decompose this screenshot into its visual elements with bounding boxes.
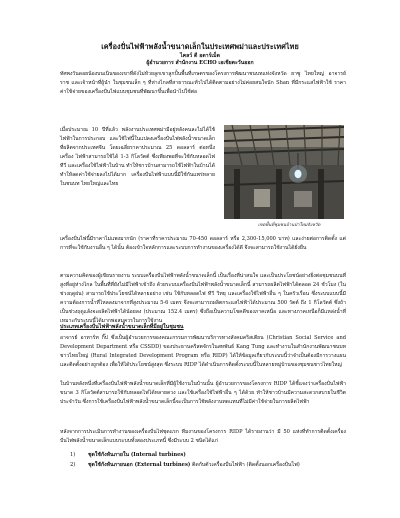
list-item	[70, 460, 300, 470]
household-paragraph: ในบ้านหลังหนึ่งที่เครื่องปั่นไฟฟ้าพลังน้ำขนาดเล็กที่มีผู้ใช้งานในบ้านนั้น ผู้อำนวยการของโครงการ RIDP ได้ชี้แจงว่าเครื่องปั่นไฟฟ้าขนาด 3 กิโลวัตต์สามารถใช้กับหลอดไฟได้หลายดวง และใช้เครื่องใช้ไฟฟ้าอื่น ๆ ได้ด้วย ทำให้ชาวบ้านมีความสะดวกสบายในชีวิตประจำวัน ซึ่งการใช้เครื่องปั่นไฟฟ้าพลังน้ำขนาดเล็กนี้จะเป็นการใช้พลังงานทดแทนที่ไม่มีค่าใช้จ่ายในการผลิตไฟฟ้า	[60, 381, 346, 405]
turbine-type-list	[70, 450, 300, 470]
cost-paragraph: เครื่องปั่นไฟนี้มีราคาไม่แพงมากนัก (ราคาที่ราคาประมาณ 70-450 ดอลลาร์ หรือ 2,300-15,000 บาท) และง่ายต่อการติดตั้ง แต่การที่จะใช้กับงานอื่น ๆ ได้นั้น ต้องเข้าใจหลักการและระบบการทำงานของเครื่องได้ดี จึงจะสามารถใช้งานได้ยั่งยืน	[60, 236, 346, 251]
section-heading: ประเภทเครื่องปั่นไฟฟ้าพลังน้ำขนาดเล็กที่มีอยู่ในชุมชน	[60, 324, 184, 330]
program-paragraph: อาจารย์ อาทาร์ท กิ๊ป ซึ่งเป็นผู้อำนวยการของคณะกรรมการพัฒนาบริการทางสังคมคริสเตียน (Christian Social Service and Development Department หรือ CSSDD) ของประธานคริสตจักรในสหพันธ์ Kang Tung และทำงานในสำนักงานพัฒนาชนบทชาวไทยใหญ่ (Rural Integrated Development Program หรือ RIDP) ได้ให้ข้อมูลเกี่ยวกับระบบนี้ว่าจำเป็นต้องมีการวางแผนและติดตั้งอย่างถูกต้อง เพื่อให้ได้ประโยชน์สูงสุด ซึ่งระบบ RIDP ได้ดำเนินการติดตั้งระบบนี้ในหลายหมู่บ้านของชุมชนชาวไทยใหญ่	[60, 335, 346, 368]
photo-caption: เขตพื้นที่ชุมชนบ้านป่าใหม่จังหวัด	[258, 223, 321, 228]
house-interior-photo	[224, 125, 344, 219]
background-paragraph: เมื่อประมาณ 10 ปีที่แล้ว พลังงานประเทศพม่ามีอยู่หลังคนละไม่ได้ใช้ไฟฟ้าในการประกอบ และใช้ไฟนี้ในแปลงเครื่องปั่นไฟพลังน้ำขนาดเล็กที่ผลิตจากประเทศจีน โดยเฉลี่ยราคาประมาณ 25 ดอลลาร์ ต่อหนึ่งเครื่อง ไฟฟ้าสามารถใช้ได้ 1-3 กิโลวัตต์ ซึ่งเพียงพอที่จะใช้กับหลอดไฟ ทีวี และเครื่องใช้ไฟฟ้าในบ้าน ทำให้ชาวบ้านสามารถใช้ไฟฟ้าในบ้านได้ ทำให้ลดค่าใช้จ่ายลงไปได้มาก เครื่องปั่นไฟฟ้าแบบนี้มีใช้กันแพร่หลายในชนบท ไทยใหญ่และไทย	[60, 127, 215, 187]
intro-paragraph: ทัศพงวันดอยน้องบนเนินของเขาที่ดังไม่ห้วยลูกเขาลูกปั้นพื้นที่เกษตรของโครงการพัฒนาชนบทแห่งจังหวัด ยาซู ไทยใหญ่ อาจารย์ราช และเจ้าหน้าที่ผู้นำ ในชุมชนเล็ก ๆ ที่ห่างไกลที่สาธารณะทั่วไปได้ติดตามอย่างไม่ค่อยสนใจนัก Shan ที่มีกระแสไฟฟ้าใช้ ราคาค่าใช้จ่ายของเครื่องปั่นไฟแบบชุมชนที่พัฒนาขึ้นเพื่อนำไปใช้ต่อ	[60, 71, 346, 95]
list-item	[70, 450, 300, 460]
benefits-paragraph: ตามความคิดของผู้เขียนรายงาน ระบบเครื่องปั่นไฟฟ้าพลังน้ำขนาดเล็กนี้ เป็นเรื่องที่น่าสนใจ และเป็นประโยชน์อย่างยิ่งต่อชุมชนบนที่สูงที่อยู่ห่างไกล ในพื้นที่ที่ยังไม่มีไฟฟ้าเข้าถึง ด้วยระบบเครื่องปั่นไฟฟ้าพลังน้ำขนาดเล็กนี้ สามารถผลิตไฟฟ้าได้ตลอด 24 ชั่วโมง (ในช่วงฤดูฝน) สามารถใช้ประโยชน์ได้หลายอย่าง เช่น ใช้กับหลอดไฟ ทีวี วิทยุ และเครื่องใช้ไฟฟ้าอื่น ๆ ในครัวเรือน ซึ่งระบบแบบนี้มีความต้องการน้ำที่ไหลลงมาจากที่สูงประมาณ 5-6 เมตร จึงจะสามารถผลิตกระแสไฟฟ้าได้ประมาณ 500 วัตต์ ถึง 1 กิโลวัตต์ ซึ่งถ้าเป็นช่วงฤดูแล้งจะผลิตไฟฟ้าได้น้อยลง (ประมาณ 152.4 เมตร) ซึ่งถือเป็นความโชคดีของภาคเหนือ และทางภาคเหนือก็มีแหล่งน้ำที่เหมาะกับระบบนี้ได้มากพอสมควรในการใช้งาน	[60, 273, 346, 324]
author-affiliation: ผู้อำนวยการ สำนักงาน ECHO เอเชียตะวันออก	[146, 60, 254, 66]
list-item-number: 1)	[70, 452, 76, 458]
list-item-name: ชุดใช้กังหันภายใน (Internal turbines)	[88, 452, 186, 458]
evaluation-paragraph: หลังจากการประเมินการทำงานของเครื่องปั่นไฟชุดแรก ทีมงานของโครงการ RIDP ได้รายงานว่า มี 50 แห่งที่ทำการติดตั้งเครื่องปั่นไฟพลังน้ำขนาดเล็กแบบระบบทั้งสองประเภทนี้ ซึ่งมีระบบ 2 ชนิดได้แก่	[60, 429, 346, 444]
list-item-number: 2)	[70, 462, 76, 468]
list-item-name: ชุดใช้กังหันภายนอก (External turbines)	[88, 462, 191, 468]
list-item-detail: ติดกับตัวเครื่องปั่นไฟฟ้า (ติดตั้งนอกเครื่องปั่นไฟ)	[190, 462, 300, 468]
document-title: เครื่องปั่นไฟฟ้าพลังน้ำขนาดเล็กในประเทศพม่าและประเทศไทย	[101, 42, 299, 51]
author-name: ไคลว์ ดี อดาร์เม็ด	[180, 53, 220, 59]
